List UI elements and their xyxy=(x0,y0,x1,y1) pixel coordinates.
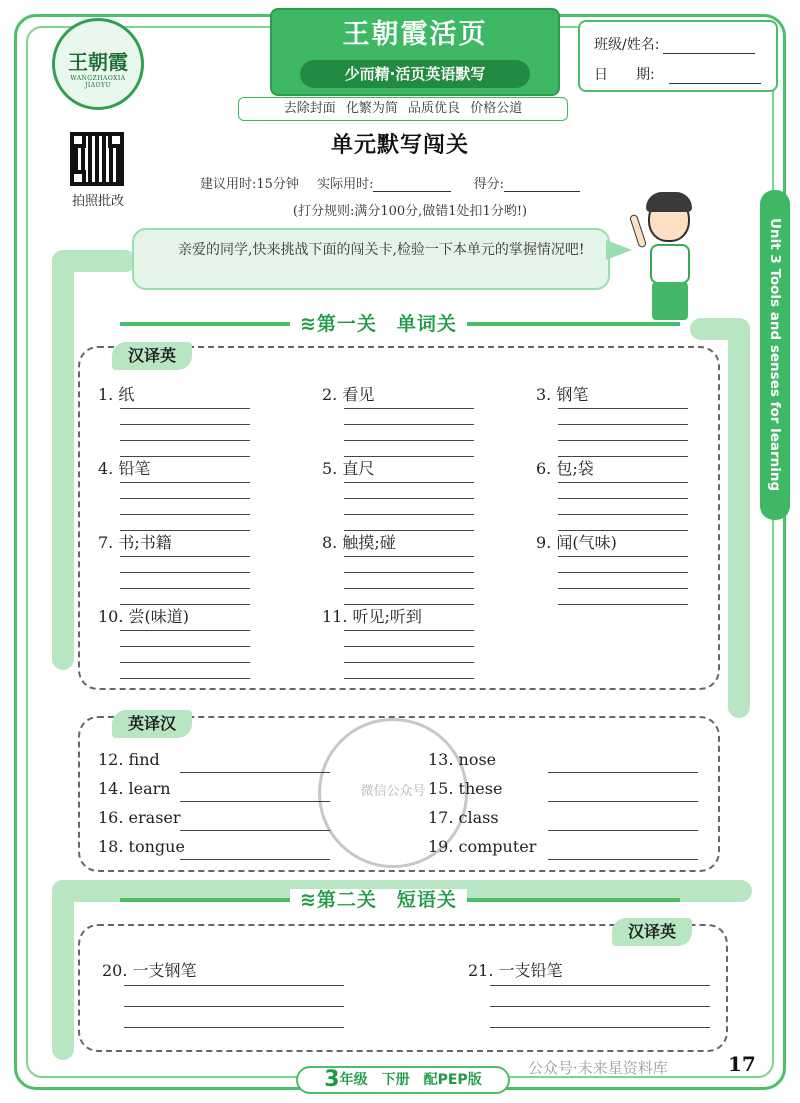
answer-line[interactable] xyxy=(558,572,688,573)
answer-line[interactable] xyxy=(120,646,250,647)
answer-line[interactable] xyxy=(344,482,474,483)
word-item-3: 3. 钢笔 xyxy=(536,385,589,404)
answer-line[interactable] xyxy=(180,830,330,831)
answer-line[interactable] xyxy=(120,572,250,573)
answer-line[interactable] xyxy=(558,440,688,441)
answer-line[interactable] xyxy=(548,859,698,860)
grade-number: 3 xyxy=(324,1067,340,1092)
word-item-9: 9. 闻(气味) xyxy=(536,533,617,552)
boy-illustration-pants xyxy=(652,282,688,320)
en-word-left-2: 16. eraser xyxy=(98,808,181,827)
section2-tag: 汉译英 xyxy=(612,918,692,946)
answer-line[interactable] xyxy=(490,1006,710,1007)
section2-header xyxy=(290,885,467,912)
watermark-text: 公众号·未来星资料库 xyxy=(528,1059,668,1077)
answer-line[interactable] xyxy=(124,985,344,986)
answer-line[interactable] xyxy=(120,678,250,679)
brand-logo-content xyxy=(62,30,134,94)
answer-line[interactable] xyxy=(180,801,330,802)
answer-line[interactable] xyxy=(120,482,250,483)
answer-line[interactable] xyxy=(490,985,710,986)
word-item-11: 11. 听见;听到 xyxy=(322,607,422,626)
answer-line[interactable] xyxy=(344,408,474,409)
answer-line[interactable] xyxy=(344,498,474,499)
answer-line[interactable] xyxy=(558,556,688,557)
answer-line[interactable] xyxy=(120,498,250,499)
answer-line[interactable] xyxy=(558,604,688,605)
word-item-6: 6. 包;袋 xyxy=(536,459,594,478)
boy-illustration-body xyxy=(650,244,690,284)
part-a-box xyxy=(78,346,720,690)
answer-line[interactable] xyxy=(120,662,250,663)
answer-line[interactable] xyxy=(548,830,698,831)
word-item-1: 1. 纸 xyxy=(98,385,135,404)
speech-bubble-tail xyxy=(606,240,632,260)
suggested-time: 建议用时:15分钟 xyxy=(200,177,299,192)
banner-title: 王朝霞活页 xyxy=(342,19,488,50)
road-decor xyxy=(728,318,750,718)
answer-line[interactable] xyxy=(120,588,250,589)
en-word-left-0: 12. find xyxy=(98,750,160,769)
answer-line[interactable] xyxy=(344,424,474,425)
answer-line[interactable] xyxy=(120,514,250,515)
en-word-left-3: 18. tongue xyxy=(98,837,185,856)
road-decor xyxy=(52,880,74,1060)
score-label: 得分: xyxy=(473,177,504,192)
class-name-row xyxy=(594,34,755,54)
en-word-right-2: 17. class xyxy=(428,808,499,827)
answer-line[interactable] xyxy=(558,482,688,483)
answer-line[interactable] xyxy=(558,498,688,499)
answer-line[interactable] xyxy=(120,556,250,557)
qr-finder xyxy=(108,132,124,148)
section1-title: ≋第一关 单词关 xyxy=(290,313,467,335)
answer-line[interactable] xyxy=(344,440,474,441)
actual-time-field[interactable] xyxy=(373,179,451,192)
answer-line[interactable] xyxy=(120,408,250,409)
date-field[interactable] xyxy=(669,70,761,84)
answer-line[interactable] xyxy=(124,1006,344,1007)
score-field[interactable] xyxy=(504,179,580,192)
answer-line[interactable] xyxy=(558,514,688,515)
en-word-right-1: 15. these xyxy=(428,779,503,798)
phrase-item-20: 20. 一支钢笔 xyxy=(102,961,197,980)
grade-badge xyxy=(296,1066,510,1094)
qr-finder xyxy=(70,170,86,186)
answer-line[interactable] xyxy=(558,408,688,409)
word-item-8: 8. 触摸;碰 xyxy=(322,533,396,552)
banner-subtitle: 少而精·活页英语默写 xyxy=(300,60,530,88)
road-decor xyxy=(52,250,74,670)
page-number: 17 xyxy=(728,1052,756,1076)
logo-ring-text: WANGZHAOXIA JIAOYU xyxy=(70,75,126,89)
logo-text: 王朝霞 xyxy=(68,50,128,74)
word-item-4: 4. 铅笔 xyxy=(98,459,151,478)
answer-line[interactable] xyxy=(120,440,250,441)
answer-line[interactable] xyxy=(344,662,474,663)
en-word-right-3: 19. computer xyxy=(428,837,537,856)
date-row xyxy=(594,64,761,84)
en-word-right-0: 13. nose xyxy=(428,750,497,769)
answer-line[interactable] xyxy=(344,646,474,647)
answer-line[interactable] xyxy=(344,588,474,589)
answer-line[interactable] xyxy=(344,556,474,557)
section2-title: ≋第二关 短语关 xyxy=(290,889,467,911)
speech-bubble-text: 亲爱的同学,快来挑战下面的闯关卡,检验一下本单元的掌握情况吧! xyxy=(178,242,585,258)
answer-line[interactable] xyxy=(548,801,698,802)
qr-label: 拍照批改 xyxy=(71,194,124,209)
answer-line[interactable] xyxy=(344,514,474,515)
section1-header xyxy=(290,309,467,336)
slogan-bar: 去除封面 化繁为简 品质优良 价格公道 xyxy=(238,97,568,121)
phrase-item-21: 21. 一支铅笔 xyxy=(468,961,563,980)
actual-time-label: 实际用时: xyxy=(317,177,374,192)
answer-line[interactable] xyxy=(548,772,698,773)
answer-line[interactable] xyxy=(558,588,688,589)
page-title: 单元默写闯关 xyxy=(330,133,469,158)
answer-line[interactable] xyxy=(490,1027,710,1028)
answer-line[interactable] xyxy=(344,630,474,631)
qr-finder xyxy=(70,132,86,148)
grade-text: 年级 下册 配PEP版 xyxy=(339,1072,482,1088)
answer-line[interactable] xyxy=(180,859,330,860)
stamp-watermark-text: 微信公众号 xyxy=(360,784,426,799)
word-item-7: 7. 书;书籍 xyxy=(98,533,172,552)
unit-side-tab-text: Unit 3 Tools and senses for learning xyxy=(767,218,783,492)
en-word-left-1: 14. learn xyxy=(98,779,171,798)
date-label: 日 期: xyxy=(594,67,655,83)
answer-line[interactable] xyxy=(344,572,474,573)
boy-illustration-hair xyxy=(646,192,692,212)
answer-line[interactable] xyxy=(120,630,250,631)
time-score-row xyxy=(200,173,620,192)
student-info-box xyxy=(578,20,778,92)
answer-line[interactable] xyxy=(558,424,688,425)
word-item-5: 5. 直尺 xyxy=(322,459,375,478)
answer-line[interactable] xyxy=(124,1027,344,1028)
answer-line[interactable] xyxy=(120,424,250,425)
word-item-2: 2. 看见 xyxy=(322,385,375,404)
class-name-field[interactable] xyxy=(663,40,755,54)
part-b-tag: 英译汉 xyxy=(112,710,192,738)
answer-line[interactable] xyxy=(180,772,330,773)
scoring-rule: (打分规则:满分100分,做错1处扣1分哟!) xyxy=(292,204,528,219)
part-a-tag: 汉译英 xyxy=(112,342,192,370)
answer-line[interactable] xyxy=(344,678,474,679)
word-item-10: 10. 尝(味道) xyxy=(98,607,190,626)
class-name-label: 班级/姓名: xyxy=(594,37,660,53)
